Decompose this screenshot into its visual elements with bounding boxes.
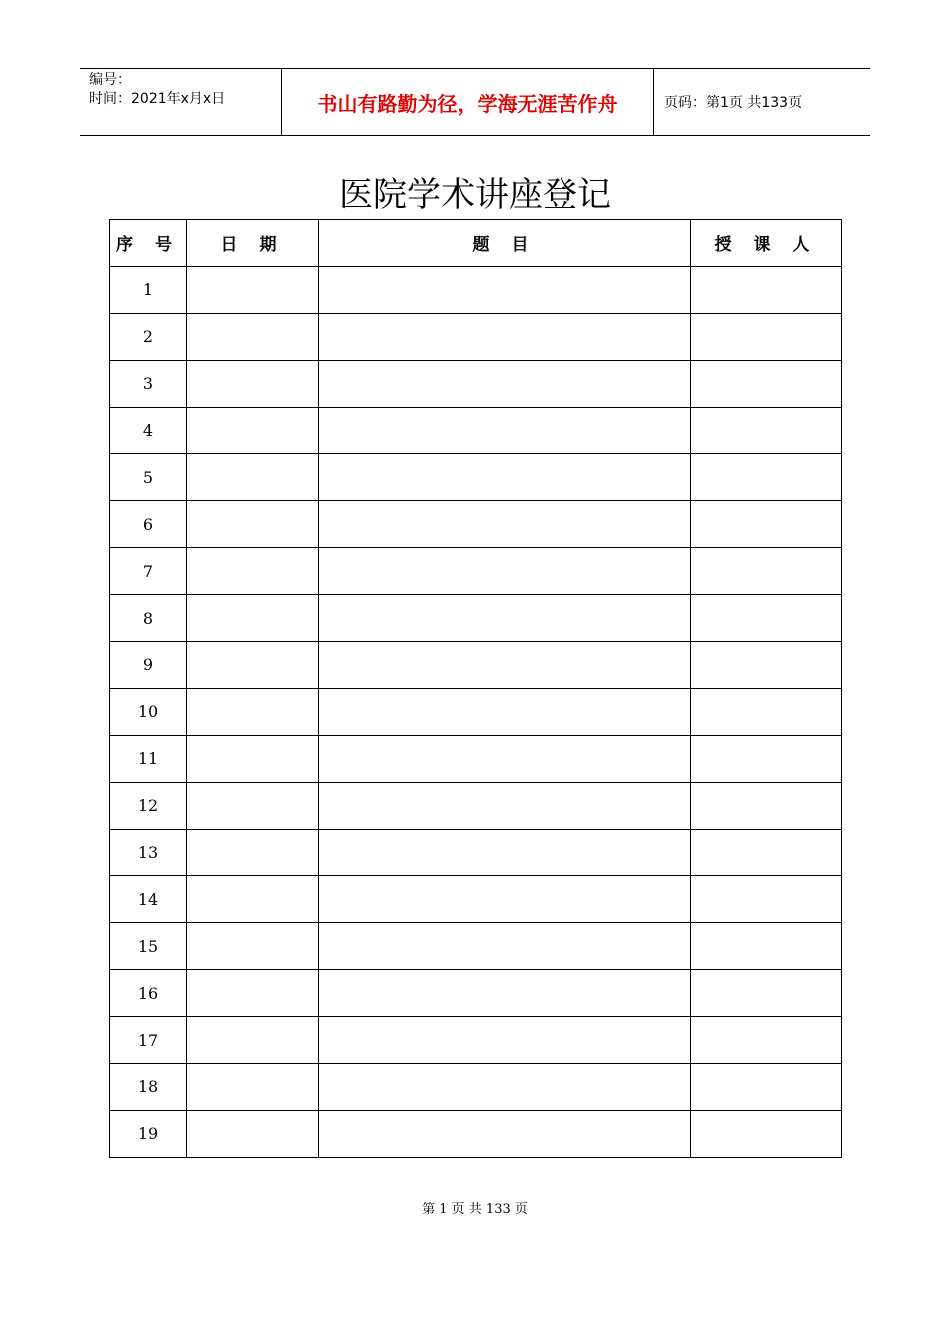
date-cell[interactable]	[187, 1110, 319, 1157]
header-meta	[80, 69, 282, 135]
page-title: 医院学术讲座登记	[339, 175, 611, 215]
lecturer-cell[interactable]	[691, 923, 842, 970]
lecturer-cell[interactable]	[691, 454, 842, 501]
row-number: 3	[110, 360, 187, 407]
header-page-info: 页码：第1页 共133页	[664, 95, 803, 111]
topic-cell[interactable]	[319, 642, 691, 689]
table-row	[110, 454, 842, 501]
row-number: 16	[110, 970, 187, 1017]
topic-cell[interactable]	[319, 829, 691, 876]
row-number: 8	[110, 595, 187, 642]
date-cell[interactable]	[187, 454, 319, 501]
lecture-register-table	[109, 219, 842, 1158]
topic-cell[interactable]	[319, 1110, 691, 1157]
date-cell[interactable]	[187, 407, 319, 454]
date-cell[interactable]	[187, 829, 319, 876]
table-row	[110, 1110, 842, 1157]
table-row	[110, 829, 842, 876]
date-cell[interactable]	[187, 642, 319, 689]
column-header-topic: 题 目	[319, 220, 691, 267]
lecturer-cell[interactable]	[691, 642, 842, 689]
row-number: 18	[110, 1064, 187, 1111]
date-cell[interactable]	[187, 970, 319, 1017]
date-cell[interactable]	[187, 876, 319, 923]
row-number: 19	[110, 1110, 187, 1157]
table-header-row	[110, 220, 842, 267]
topic-cell[interactable]	[319, 688, 691, 735]
date-cell[interactable]	[187, 923, 319, 970]
topic-cell[interactable]	[319, 454, 691, 501]
table-row	[110, 1017, 842, 1064]
row-number: 5	[110, 454, 187, 501]
table-row	[110, 313, 842, 360]
column-header-date: 日 期	[187, 220, 319, 267]
table-body	[110, 266, 842, 1157]
row-number: 10	[110, 688, 187, 735]
table-row	[110, 782, 842, 829]
topic-cell[interactable]	[319, 1017, 691, 1064]
lecturer-cell[interactable]	[691, 688, 842, 735]
row-number: 6	[110, 501, 187, 548]
row-number: 17	[110, 1017, 187, 1064]
table-row	[110, 1064, 842, 1111]
serial-label: 编号：	[89, 72, 131, 88]
row-number: 1	[110, 266, 187, 313]
topic-cell[interactable]	[319, 407, 691, 454]
topic-cell[interactable]	[319, 1064, 691, 1111]
topic-cell[interactable]	[319, 782, 691, 829]
date-cell[interactable]	[187, 735, 319, 782]
date-cell[interactable]	[187, 595, 319, 642]
lecturer-cell[interactable]	[691, 735, 842, 782]
lecturer-cell[interactable]	[691, 1017, 842, 1064]
row-number: 12	[110, 782, 187, 829]
topic-cell[interactable]	[319, 595, 691, 642]
date-cell[interactable]	[187, 266, 319, 313]
topic-cell[interactable]	[319, 923, 691, 970]
topic-cell[interactable]	[319, 735, 691, 782]
page-footer: 第 1 页 共 133 页	[422, 1202, 528, 1217]
header-motto: 书山有路勤为径，学海无涯苦作舟	[282, 69, 654, 135]
table-row	[110, 266, 842, 313]
table-row	[110, 923, 842, 970]
date-cell[interactable]	[187, 688, 319, 735]
table-row	[110, 642, 842, 689]
topic-cell[interactable]	[319, 548, 691, 595]
lecturer-cell[interactable]	[691, 266, 842, 313]
lecturer-cell[interactable]	[691, 970, 842, 1017]
date-cell[interactable]	[187, 313, 319, 360]
row-number: 9	[110, 642, 187, 689]
table-row	[110, 735, 842, 782]
row-number: 13	[110, 829, 187, 876]
table-row	[110, 876, 842, 923]
table-row	[110, 688, 842, 735]
table-row	[110, 407, 842, 454]
date-cell[interactable]	[187, 1064, 319, 1111]
document-header	[80, 68, 870, 136]
lecturer-cell[interactable]	[691, 1110, 842, 1157]
lecturer-cell[interactable]	[691, 313, 842, 360]
row-number: 14	[110, 876, 187, 923]
date-cell[interactable]	[187, 360, 319, 407]
lecturer-cell[interactable]	[691, 1064, 842, 1111]
date-cell[interactable]	[187, 1017, 319, 1064]
topic-cell[interactable]	[319, 313, 691, 360]
row-number: 7	[110, 548, 187, 595]
lecturer-cell[interactable]	[691, 548, 842, 595]
date-cell[interactable]	[187, 548, 319, 595]
table-row	[110, 360, 842, 407]
topic-cell[interactable]	[319, 970, 691, 1017]
table-row	[110, 970, 842, 1017]
column-header-number: 序 号	[110, 220, 187, 267]
lecturer-cell[interactable]	[691, 501, 842, 548]
time-label: 时间：2021年x月x日	[89, 91, 226, 107]
table-row	[110, 595, 842, 642]
topic-cell[interactable]	[319, 360, 691, 407]
date-cell[interactable]	[187, 782, 319, 829]
table-row	[110, 501, 842, 548]
topic-cell[interactable]	[319, 501, 691, 548]
lecturer-cell[interactable]	[691, 876, 842, 923]
lecturer-cell[interactable]	[691, 595, 842, 642]
row-number: 11	[110, 735, 187, 782]
column-header-lecturer: 授 课 人	[691, 220, 842, 267]
lecturer-cell[interactable]	[691, 782, 842, 829]
lecturer-cell[interactable]	[691, 407, 842, 454]
lecturer-cell[interactable]	[691, 829, 842, 876]
topic-cell[interactable]	[319, 266, 691, 313]
row-number: 4	[110, 407, 187, 454]
lecturer-cell[interactable]	[691, 360, 842, 407]
table-row	[110, 548, 842, 595]
date-cell[interactable]	[187, 501, 319, 548]
row-number: 15	[110, 923, 187, 970]
topic-cell[interactable]	[319, 876, 691, 923]
row-number: 2	[110, 313, 187, 360]
